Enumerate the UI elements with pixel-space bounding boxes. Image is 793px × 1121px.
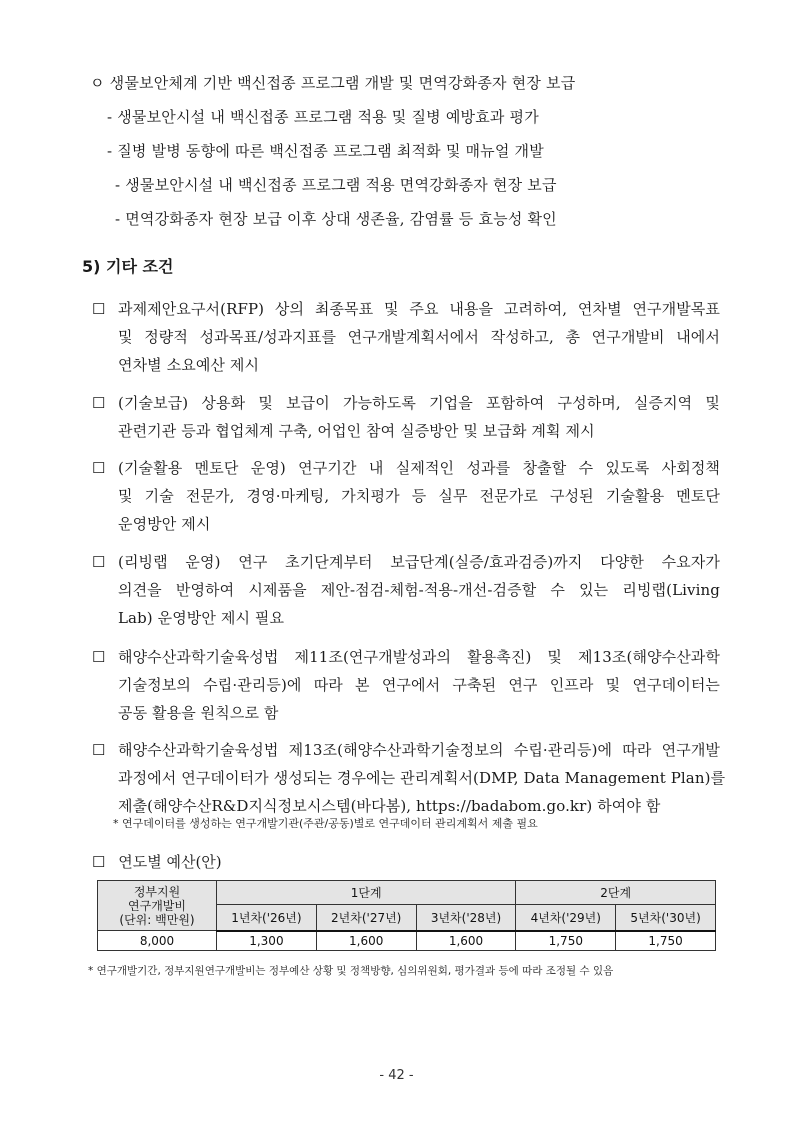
- data-management-note: * 연구데이터를 생성하는 연구개발기관(주관/공동)별로 연구데이터 관리계획서 제출 필요: [113, 817, 538, 830]
- paragraph-line: 관련기관 등과 협업체계 구축, 어업인 참여 실증방안 및 보급화 계획 제시: [118, 422, 595, 440]
- list-item-sub: - 질병 발병 동향에 따른 백신접종 프로그램 최적화 및 매뉴얼 개발: [107, 142, 544, 160]
- checkbox-icon: ☐: [92, 459, 106, 477]
- paragraph-text: [92, 643, 720, 727]
- condition-paragraph: [92, 389, 720, 445]
- checkbox-icon: ☐: [92, 853, 106, 871]
- header-line: 연구개발비: [128, 898, 186, 913]
- section-title: 5) 기타 조건: [82, 257, 174, 276]
- header-year-4: 4년차('29년): [516, 905, 616, 931]
- paragraph-line: 공동 활용을 원칙으로 함: [118, 704, 279, 722]
- cell-year-4: 1,750: [516, 931, 616, 951]
- header-year-3: 3년차('28년): [416, 905, 516, 931]
- checkbox-icon: ☐: [92, 553, 106, 571]
- list-item-sub: - 생물보안시설 내 백신접종 프로그램 적용 및 질병 예방효과 평가: [107, 108, 539, 126]
- checkbox-icon: ☐: [92, 394, 106, 412]
- header-year-1: 1년차('26년): [217, 905, 317, 931]
- cell-total: 8,000: [98, 931, 217, 951]
- condition-paragraph: [92, 295, 720, 379]
- paragraph-line: (리빙랩 운영) 연구 초기단계부터 보급단계(실증/효과검증)까지 다양한 수요자가: [118, 553, 720, 571]
- paragraph-line: (기술보급) 상용화 및 보급이 가능하도록 기업을 포함하여 구성하며, 실증지역 및: [118, 394, 720, 412]
- paragraph-text: [92, 389, 720, 445]
- header-line: (단위: 백만원): [119, 912, 195, 927]
- list-item-sub: - 생물보안시설 내 백신접종 프로그램 적용 면역강화종자 현장 보급: [115, 176, 557, 194]
- paragraph-text: [92, 454, 720, 538]
- condition-paragraph: [92, 643, 720, 727]
- header-year-5: 5년차('30년): [616, 905, 716, 931]
- paragraph-line: (기술활용 멘토단 운영) 연구기간 내 실제적인 성과를 창출할 수 있도록 사회정책: [118, 459, 720, 477]
- budget-title: [92, 852, 222, 872]
- paragraph-line: 의견을 반영하여 시제품을 제안-점검-체험-적용-개선-검증할 수 있는 리빙랩(Living: [118, 581, 720, 599]
- checkbox-icon: ☐: [92, 741, 106, 759]
- paragraph-line: 연차별 소요예산 제시: [118, 356, 260, 374]
- header-line: 정부지원: [133, 884, 181, 899]
- paragraph-line: 해양수산과학기술육성법 제11조(연구개발성과의 활용촉진) 및 제13조(해양수산과학: [118, 648, 720, 666]
- header-year-2: 2년차('27년): [316, 905, 416, 931]
- checkbox-icon: ☐: [92, 300, 106, 318]
- paragraph-text: [92, 736, 726, 820]
- condition-paragraph: [92, 736, 726, 820]
- budget-table: [97, 880, 716, 951]
- list-item-sub: - 면역강화종자 현장 보급 이후 상대 생존율, 감염률 등 효능성 확인: [115, 210, 557, 228]
- paragraph-line: 및 정량적 성과목표/성과지표를 연구개발계획서에서 작성하고, 총 연구개발비 내에서: [118, 328, 720, 346]
- header-stage-1: 1단계: [217, 881, 516, 905]
- paragraph-line: 운영방안 제시: [118, 515, 211, 533]
- footnote: * 연구개발기간, 정부지원연구개발비는 정부예산 상황 및 정책방향, 심의위원회, 평가결과 등에 따라 조정될 수 있음: [88, 965, 614, 977]
- condition-paragraph: [92, 454, 720, 538]
- condition-paragraph: [92, 548, 720, 632]
- cell-year-3: 1,600: [416, 931, 516, 951]
- checkbox-icon: ☐: [92, 648, 106, 666]
- page-number: - 42 -: [379, 1068, 414, 1083]
- paragraph-text: [92, 295, 720, 379]
- cell-year-1: 1,300: [217, 931, 317, 951]
- header-stage-2: 2단계: [516, 881, 716, 905]
- budget-title-text: 연도별 예산(안): [118, 853, 222, 871]
- cell-year-5: 1,750: [616, 931, 716, 951]
- paragraph-line: Lab) 운영방안 제시 필요: [118, 609, 285, 627]
- paragraph-text: [92, 548, 720, 632]
- paragraph-line: 제출(해양수산R&D지식정보시스템(바다봄), https://badabom.go.kr) 하여야 함: [118, 797, 661, 815]
- cell-year-2: 1,600: [316, 931, 416, 951]
- paragraph-line: 과제제안요구서(RFP) 상의 최종목표 및 주요 내용을 고려하여, 연차별 연구개발목표: [118, 300, 720, 318]
- paragraph-line: 해양수산과학기술육성법 제13조(해양수산과학기술정보의 수립·관리등)에 따라 연구개발: [118, 741, 720, 759]
- paragraph-line: 과정에서 연구데이터가 생성되는 경우에는 관리계획서(DMP, Data Management Plan)를: [118, 769, 726, 787]
- paragraph-line: 기술정보의 수립·관리등)에 따라 본 연구에서 구축된 연구 인프라 및 연구데이터는: [118, 676, 720, 694]
- header-gov-funding: [98, 881, 217, 931]
- list-item-main: ㅇ 생물보안체계 기반 백신접종 프로그램 개발 및 면역강화종자 현장 보급: [90, 74, 576, 92]
- paragraph-line: 및 기술 전문가, 경영·마케팅, 가치평가 등 실무 전문가로 구성된 기술활용 멘토단: [118, 487, 720, 505]
